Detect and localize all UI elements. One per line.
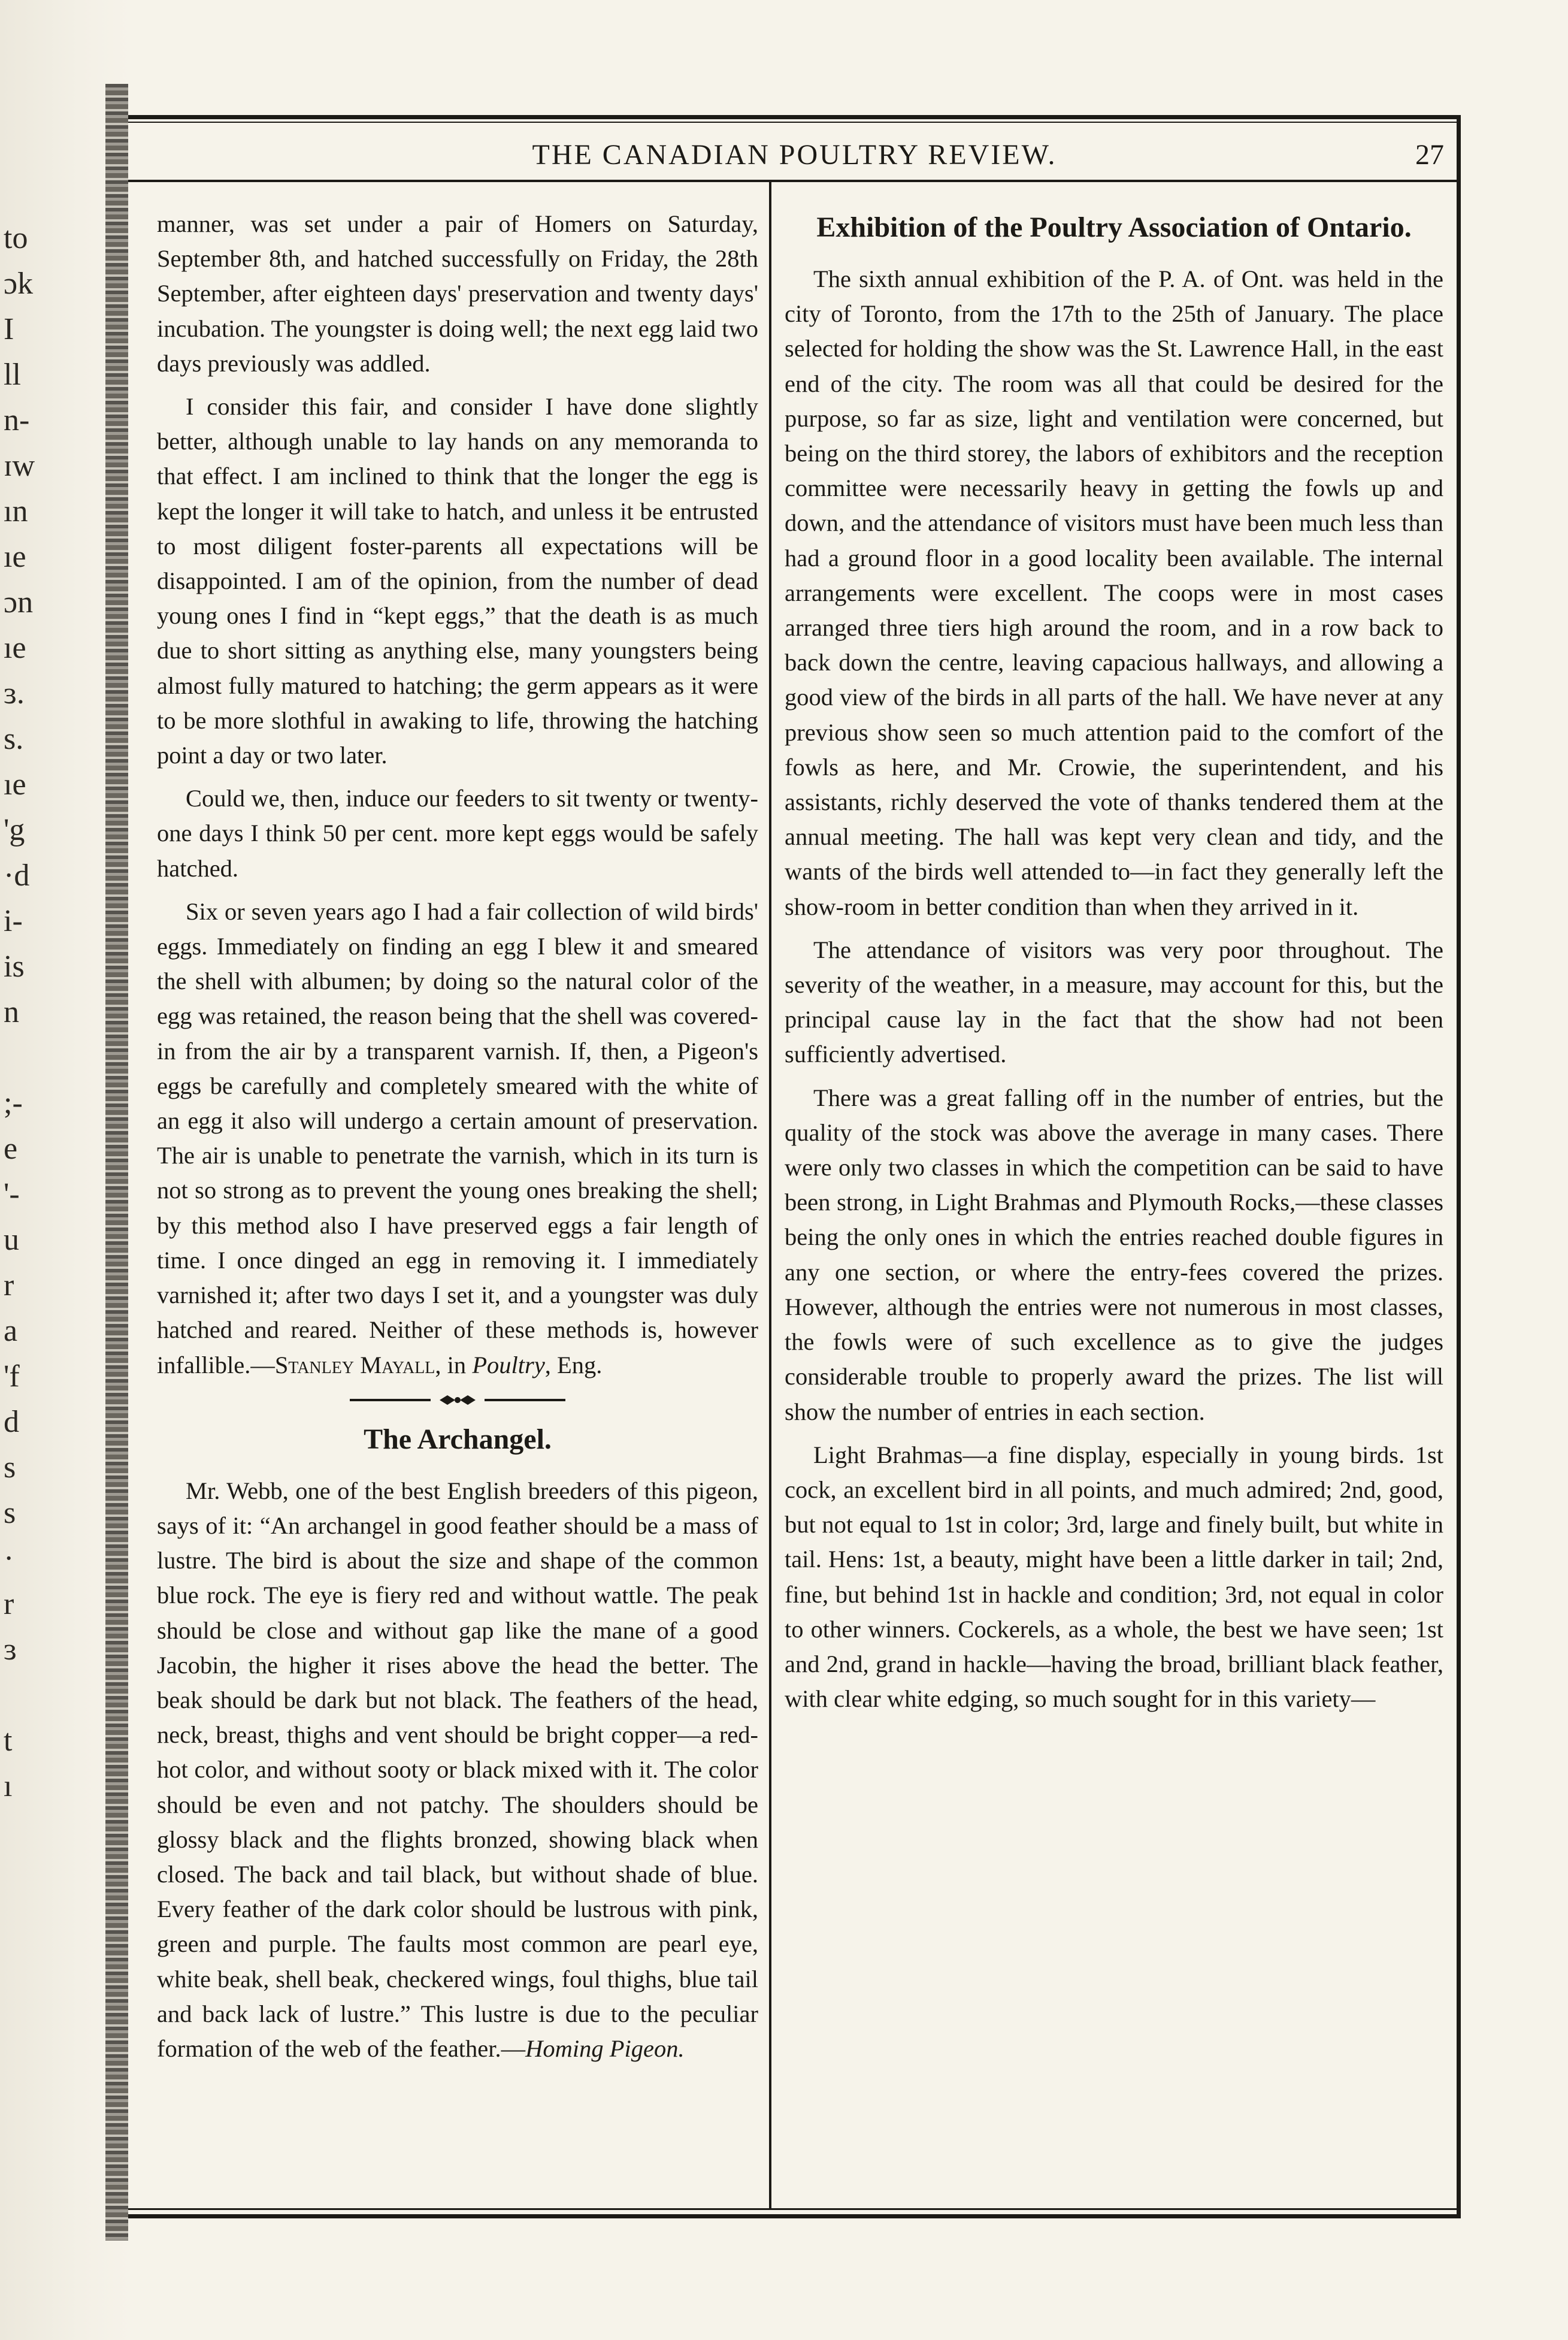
bleed-fragment: ɜ. [4,676,25,711]
bleed-fragment: '- [4,1177,20,1211]
archangel-text: Mr. Webb, one of the best English breeders of this pigeon, says of it: “An archangel in good feather should be a mass of lustre. The bird is about the size and shape of the common blue rock. The eye is fiery red and without wattle. The peak should be close and without gap like the mane of a good Jacobin, the higher it rises above the head the better. The beak should be dark but not black. The feathers of the head, neck, breast, thighs and vent should be bright copper—a red-hot color, and without sooty or black mixed with it. The color should be even and not patchy. The shoulders should be glossy black and the flights bronzed, showing black when closed. The back and tail black, but without shade of blue. Every feather of the dark color should be lustrous with pink, green and purple. The faults most common are pearl eye, white beak, shell beak, checkered wings, foul thighs, blue tail and back lack of lustre.” This lustre is due to the peculiar formation of the web of the feather.— [157,1477,758,2062]
bleed-fragment [4,1673,40,1718]
bottom-rule-thick [128,2214,1461,2218]
exhibition-heading: Exhibition of the Poultry Association of Ontario. [816,211,1412,243]
running-head [128,134,1461,176]
article-paragraph: I consider this fair, and consider I have done slightly better, although unable to lay hands on any memoranda to that effect. I am inclined to think that the longer the egg is kept the longer it will take to hatch, and unless it be entrusted to most diligent foster-parents all expectations will be disappointed. I am of the opinion, from the number of dead young ones I find in “kept eggs,” that the death is as much due to short sitting as anything else, many youngsters being almost fully matured to hatching; the germ appears as it were to be more slothful in awaking to life, throwing the hatching point a day or two later. [157,393,758,769]
top-rule-thick [128,115,1461,119]
right-frame-rule [1457,115,1461,2218]
bleed-fragment: ıe [4,540,26,574]
header-rule [128,180,1461,182]
right-column [785,207,1443,1725]
bleed-fragment: ıe [4,631,26,665]
bleed-fragment: s. [4,722,24,756]
article-paragraph: Six or seven years ago I had a fair collection of wild birds' eggs. Immediately on finding an egg I blew it and smeared the shell with albumen; by doing so the natural color of the egg was retained, the reason being that the shell was covered-in from the air by a transparent varnish. If, then, a Pigeon's eggs be carefully and completely smeared with the white of an egg it also will undergo a certain amount of preservation. The air is unable to penetrate the varnish, which in its turn is not so strong as to prevent the young ones breaking the shell; by this method also I have preserved eggs a fair length of time. I once dinged an egg in removing it. I immediately varnished it; after two days I set it, and a youngster was duly hatched and reared. Neither of these methods is, however infallible.— [157,897,758,1378]
attribution-author: Stanley Mayall [274,1351,435,1378]
bleed-fragment: u [4,1223,19,1257]
bleed-fragment: 'g [4,813,25,847]
article-paragraph-with-attribution [157,894,758,1383]
bleed-fragment: s [4,1450,16,1485]
bleed-fragment: ɜ [4,1632,17,1667]
article-paragraph: Could we, then, induce our feeders to sit twenty or twenty-one days I think 50 per cent. more kept eggs would be safely hatched. [157,785,758,882]
bleed-fragment: ·d [4,858,30,893]
binding-gutter [105,84,128,2241]
attribution-join: , in [435,1351,473,1378]
exhibition-paragraph: There was a great falling off in the number of entries, but the quality of the stock was above the average in many cases. There were only two classes in which the competition can be said to have been strong, in Light Brahmas and Plymouth Rocks,—these classes being the only ones in which the entries reached double figures in any one section, or where the entry-fees covered the prizes. However, although the entries were not numerous in most classes, the fowls were of such excellence as to give the judges considerable trouble to properly award the prizes. The list will show the number of entries in each section. [785,1084,1443,1425]
page-number: 27 [1415,139,1444,171]
section-ornament [350,1391,565,1409]
bleed-fragment: ɔn [4,585,34,619]
article-paragraph: manner, was set under a pair of Homers on Saturday, September 8th, and hatched successfully on Friday, the 28th September, after eighteen days' preservation and twenty days' incubation. The youngster is doing well; the next egg laid two days previously was addled. [157,210,758,377]
archangel-source: Homing Pigeon. [525,2034,685,2062]
bottom-rule-thin [128,2208,1461,2210]
bleed-fragment: e [4,1132,18,1166]
left-column [157,207,758,2075]
bleed-fragment: ll [4,358,21,392]
bleed-fragment: s [4,1496,16,1530]
exhibition-paragraph: The sixth annual exhibition of the P. A. of Ont. was held in the city of Toronto, from the 17th to the 25th of January. The place selected for holding the show was the St. Lawrence Hall, in the east end of the city. The room was all that could be desired for the purpose, so far as size, light and ventilation were concerned, but being on the third storey, the labors of exhibitors and the reception committee were necessarily heavy in getting the fowls up and down, and the attendance of visitors must have been much less than had a ground floor in a good locality been available. The internal arrangements were excellent. The coops were in most cases arranged three tiers high around the room, and in a row back to back down the centre, leaving capacious hallways, and allowing a good view of the birds in all parts of the hall. We have never at any previous show seen so much attention paid to the comfort of the fowls as here, and Mr. Crowie, the superintendent, and his assistants, richly deserved the vote of thanks tendered them at the annual meeting. The hall was kept very clean and tidy, and the wants of the birds well attended to—in fact they generally left the show-room in better condition than when they arrived in it. [785,265,1443,920]
bleed-fragment: 'f [4,1359,20,1393]
bleed-fragment: a [4,1314,18,1348]
bleed-fragment: ın [4,494,28,528]
exhibition-paragraph: Light Brahmas—a fine display, especially in young birds. 1st cock, an excellent bird in all points, and much admired; 2nd, good, but not equal to 1st in color; 3rd, large and finely built, but white in tail. Hens: 1st, a beauty, might have been a little darker in tail; 2nd, fine, but behind 1st in hackle and condition; 3rd, not equal in color to other winners. Cockerels, as a whole, the best we have seen; 1st and 2nd, grand in hackle—having the broad, brilliant black feather, with clear white edging, so much sought for in this variety— [785,1441,1443,1713]
archangel-heading: The Archangel. [364,1423,552,1455]
bleed-fragment: · [4,1541,14,1576]
bleed-fragment: t [4,1724,13,1758]
archangel-paragraph [157,1474,758,2066]
bleed-fragment: ;- [4,1086,23,1120]
bleed-fragment [4,1035,40,1081]
bleed-fragment: to [4,221,28,255]
bleed-fragment: n- [4,403,30,437]
exhibition-paragraph: The attendance of visitors was very poor throughout. The severity of the weather, in a measure, may account for this, but the principal cause lay in the fact that the show had not been sufficiently advertised. [785,936,1443,1068]
bleed-fragment: ıe [4,767,26,802]
bleed-fragment: ɔk [4,267,34,301]
attribution-tail: , Eng. [544,1351,603,1378]
bleed-fragment: d [4,1405,19,1439]
bleed-fragment: I [4,312,14,346]
bleed-fragment: ɪw [4,449,35,483]
attribution-publication: Poultry [472,1351,545,1378]
bleed-fragment: is [4,950,25,984]
bleed-fragment: r [4,1268,14,1302]
journal-title: THE CANADIAN POULTRY REVIEW. [532,139,1057,171]
top-rule-thin [128,122,1461,123]
bleed-fragment: r [4,1587,14,1621]
bleed-fragment: n [4,995,19,1029]
column-divider [769,182,771,2208]
bleed-fragment: i- [4,904,23,938]
bleed-fragment: ı [4,1769,13,1803]
bleed-through-text [4,216,40,1809]
